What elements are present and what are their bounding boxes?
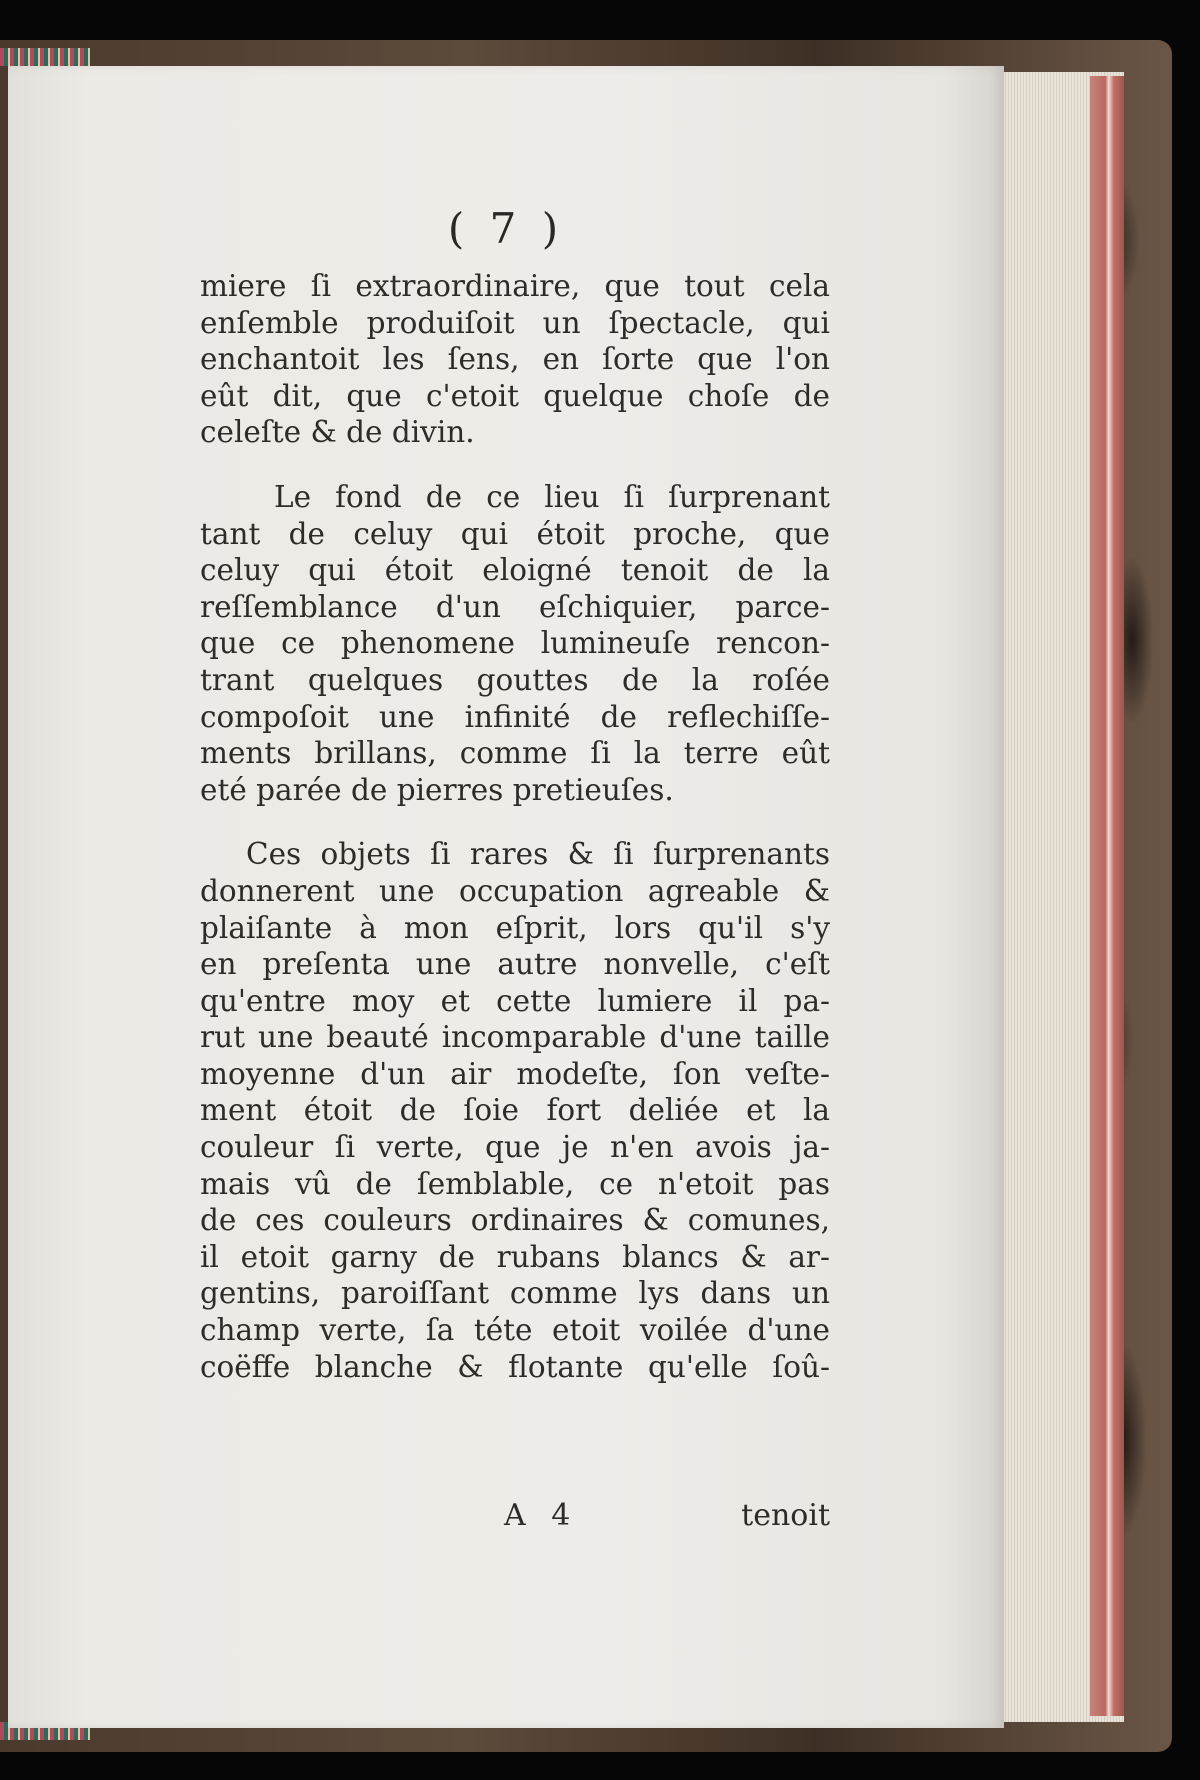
page-footer <box>200 1498 830 1538</box>
text-line: moyenne d'un air modeſte, ſon veſte- <box>200 1056 830 1091</box>
text-line: rut une beauté incomparable d'une taille <box>200 1020 830 1055</box>
text-line: donnerent une occupation agreable & <box>200 873 830 908</box>
text-line: qu'entre moy et cette lumiere il pa- <box>200 983 830 1018</box>
text-line: trant quelques gouttes de la roſée <box>200 662 830 697</box>
text-line: couleur ſi verte, que je n'en avois ja- <box>200 1130 830 1165</box>
book-page <box>8 66 1004 1728</box>
text-line: enchantoit les ſens, en ſorte que l'on <box>200 342 830 377</box>
page-text <box>200 268 830 1385</box>
text-line: reſſemblance d'un eſchiquier, parce- <box>200 589 830 624</box>
paragraph-2 <box>200 479 830 808</box>
red-page-edges <box>1090 76 1124 1716</box>
text-line: enſemble produiſoit un ſpectacle, qui <box>200 305 830 340</box>
text-line: celeſte & de divin. <box>200 415 475 450</box>
catchword: tenoit <box>741 1498 830 1533</box>
text-line: miere ſi extraordinaire, que tout cela <box>200 269 830 303</box>
text-line: en preſenta une autre nonvelle, c'eſt <box>200 947 830 982</box>
text-line: tant de celuy qui étoit proche, que <box>200 516 830 551</box>
text-line: eté parée de pierres pretieuſes. <box>200 772 674 807</box>
headband-top <box>0 48 90 66</box>
text-line: Le fond de ce lieu ſi ſurprenant <box>274 479 830 514</box>
text-line: ments brillans, comme ſi la terre eût <box>200 736 830 771</box>
text-line: eût dit, que c'etoit quelque choſe de <box>200 378 830 413</box>
text-line: coëffe blanche & flotante qu'elle ſoû- <box>200 1349 830 1384</box>
paragraph-1 <box>200 268 830 451</box>
text-line: champ verte, ſa téte etoit voilée d'une <box>200 1313 830 1348</box>
text-line: Ces objets ſi rares & ſi ſurprenants <box>246 837 830 872</box>
text-line: gentins, paroiſſant comme lys dans un <box>200 1276 830 1311</box>
text-line: plaiſante à mon eſprit, lors qu'il s'y <box>200 910 830 945</box>
paragraph-3 <box>200 836 830 1385</box>
signature-mark: A 4 <box>504 1498 579 1533</box>
text-line: de ces couleurs ordinaires & comunes, <box>200 1203 830 1238</box>
text-line: il etoit garny de rubans blancs & ar- <box>200 1239 830 1274</box>
page-number: ( 7 ) <box>447 204 565 253</box>
text-line: celuy qui étoit eloigné tenoit de la <box>200 553 830 588</box>
text-line: ment étoit de ſoie fort deliée et la <box>200 1093 830 1128</box>
text-line: que ce phenomene lumineuſe rencon- <box>200 626 830 661</box>
text-line: mais vû de ſemblable, ce n'etoit pas <box>200 1166 830 1201</box>
text-line: compoſoit une infinité de reflechiſſe- <box>200 699 830 734</box>
